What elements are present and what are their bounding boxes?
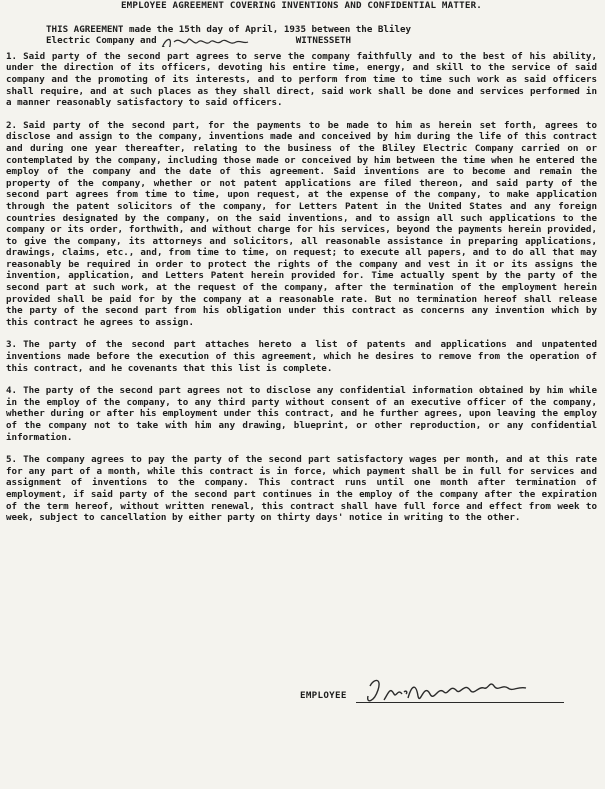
paragraph-2 [6,120,597,329]
signature-label: EMPLOYEE [300,690,347,701]
paragraph-number: 2. [6,119,18,131]
inline-signature-icon [158,35,250,47]
paragraph-1 [6,51,597,109]
paragraph-text: The party of the second part attaches hereto a list of patents and applications and unpatented inventions made before the execution of this agreement, which he desires to remove from the operation of this contract, and he covenants that this list is complete. [6,339,597,374]
paragraph-4 [6,385,597,443]
paragraph-text: Said party of the second part, for the payments to be made to him as herein set forth, agrees to disclose and assign to the company, inventions made and conceived by him during the life of this contract and during one year thereafter, relating to the business of the Bliley Electric Company carried on or contemplated by the company, including those made or conceived by him between the time when he entered the employ of the company and the date of this agreement. Said inventions are to become and remain the property of the company, whether or not patent applications are filed thereon, and said party of the second part agrees from time to time, upon request, at the expense of the company, to make application through the patent solicitors of the company, for Letters Patent in the United States and any foreign countries designated by the company, on the said inventions, and to assign all such applications to the company or its order, forthwith, and without charge for his services, beyond the payments herein provided, to give the company, its attorneys and solicitors, all reasonable assistance in preparing applications, drawings, claims, etc., and, from time to time, on request; to execute all papers, and to do all that may reasonably be required in order to protect the rights of the company and vest in it or its assigns the invention, application, and Letters Patent herein provided for. Time actually spent by the party of the second part at such work, at the request of the company, after the termination of the employment herein provided shall be paid for by the company at a reasonable rate. But no termination hereof shall release the party of the second part from his obligation under this contract as concerns any invention which by this contract he agrees to assign. [6,119,597,328]
paragraph-text: The party of the second part agrees not to disclose any confidential information obtained by him while in the employ of the company, to any third party without consent of an executive officer of the company, whether during or after his employment under this contract, and he further agrees, upon leaving the employ of the company not to take with him any drawing, blueprint, or other reproduction, or any confidential information. [6,385,597,443]
paragraph-number: 3. [6,339,18,351]
paragraph-number: 4. [6,385,18,397]
document-title: EMPLOYEE AGREEMENT COVERING INVENTIONS AND CONFIDENTIAL MATTER. [120,0,483,11]
handwritten-signature-icon [360,676,560,710]
preamble-line-2-start: Electric Company and [46,35,157,47]
paragraph-5 [6,454,597,524]
preamble-line-2 [46,35,597,47]
preamble [46,24,597,47]
signature-block [300,676,600,712]
preamble-line-1: THIS AGREEMENT made the 15th day of April, 1935 between the Bliley [46,23,412,35]
signature-line [356,702,564,703]
paragraph-text: The company agrees to pay the party of the second part satisfactory wages per month, and at this rate for any part of a month, while this contract is in force, which payment shall be in full for services and assignment of inventions to the company. This contract runs until one month after termination of employment, if said party of the second part continues in the employ of the company after the expiration of the term hereof, without written renewal, this contract shall have full force and effect from week to week, subject to cancellation by either party on thirty days' notice in writing to the other. [6,454,597,524]
witnesseth-heading: WITNESSETH [295,35,352,47]
paragraph-text: Said party of the second part agrees to serve the company faithfully and to the best of his ability, under the direction of its officers, devoting his entire time, energy, and skill to the service of said company and the promoting of its interests, and to perform from time to time such work as said officers shall require, and at such places as they shall direct, said work shall be done and services performed in a manner reasonably satisfactory to said officers. [6,50,597,109]
paragraph-number: 1. [6,50,18,62]
paragraph-3 [6,339,597,374]
paragraph-number: 5. [6,454,18,466]
